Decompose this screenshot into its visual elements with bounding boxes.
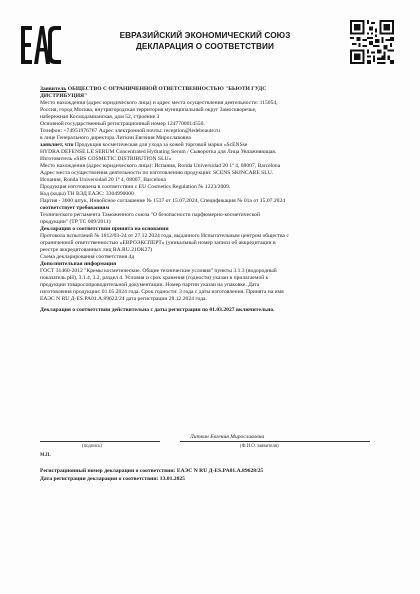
basis-label: Декларация о соответствии принята на основании — [40, 226, 169, 232]
manufacturer-address-1: Место нахождения (адрес юридического лица): Испания, Ronda Universidad 20 1ª 4, 08007, Barcelona — [40, 163, 281, 169]
address-line-1: Место нахождения (адрес юридического лица) и адрес места осуществления деятельности: 115054, — [40, 100, 278, 106]
validity-line: Декларация о соответствии действительна с даты регистрации по 01.03.2027 включительно. — [40, 307, 275, 313]
document-header — [20, 20, 400, 82]
address-line-3: набережная Космодамианская, дом 52, строение 3 — [40, 114, 160, 120]
scheme-line: Схема декларирования соответствия 4д — [40, 254, 135, 260]
stamp-label: М.П. — [40, 453, 51, 458]
fio-caption: (Ф.И.О. заявителя) — [240, 444, 279, 449]
signature-line — [40, 441, 160, 442]
union-title-line2: ДЕКЛАРАЦИЯ О СООТВЕТСТВИИ — [136, 42, 274, 51]
representative-line: в лице Генерального директора Литкин Евгения Мирославовна — [40, 135, 191, 141]
product-line-1: заявляет, что Продукция косметическая для ухода за кожей торговой марки «ScENSse — [40, 142, 248, 148]
applicant-line: Заявитель ОБЩЕСТВО С ОГРАНИЧЕННОЙ ОТВЕТСТВЕННОСТЬЮ "БЬЮТИ ГУДС — [40, 86, 267, 92]
declaration-body — [40, 86, 386, 314]
qr-code-icon — [350, 20, 394, 64]
signer-name: Литкин Евгения Мирославовна — [190, 434, 265, 440]
manufacturer-address-2: Адрес места осуществления деятельности по изготовлению продукции: SCENS SKINCARE SLU. — [40, 170, 274, 176]
registration-number: Регистрационный номер декларации о соответствии: ЕАЭС N RU Д-ES.PA01.А.89628/25 — [40, 468, 264, 474]
protocol-line-1: Протокола испытаний № 1812/03-24 от 27.12.2024 года, выданного Испытательным центром общества с — [40, 233, 289, 239]
additional-line-2: показатель pH), 3.1.4, 3.2, раздел 4. Условия и срок хранения (годности) указан в прилагаемой к — [40, 275, 269, 281]
registration-date: Дата регистрации декларации о соответствии: 13.01.2025 — [40, 476, 185, 482]
regulation-ref-2: продукции" (ТР ТС 009/2011) — [40, 219, 111, 225]
manufacturer-line: Изготовитель «SBS COSMETIC DISTRIBUTION SLU» — [40, 156, 172, 162]
additional-line-5: ЕАЭС N RU Д-ES.PA01.А.89622/24 дата регистрации 28.12.2024 года. — [40, 296, 207, 302]
regulation-line: Продукция изготовлена в соответствии с EU Cosmetics Regulation № 1223/2009. — [40, 184, 231, 190]
address-line-2: Россия, город Москва, внутригородская территория муниципальный округ Замоскворечье, — [40, 107, 257, 113]
additional-info-label: Дополнительная информация — [40, 261, 117, 267]
conformity-label: соответствует требованиям — [40, 205, 110, 211]
eac-logo-icon — [21, 24, 61, 66]
union-title — [90, 30, 320, 52]
union-title-line1: ЕВРАЗИЙСКИЙ ЭКОНОМИЧЕСКИЙ СОЮЗ — [119, 31, 291, 40]
applicant-name-cont: ДИСТРИБУЦИЯ" — [40, 93, 88, 99]
additional-line-1: ГОСТ 31460-2012 "Кремы косметические. Общие технические условия" пункты 3.1.3 (водородный — [40, 268, 277, 274]
product-line-2: HYDRA DEFENSE LE SERUM Concentrated Hydrating Serum / Сыворотка для Лица Увлажняющая. — [40, 149, 277, 155]
signature-block — [40, 432, 386, 492]
batch-line: Партия - 3000 штук, Инвойсное соглашение № 1537 от 15.07.2024, Спецификация № 01а от 15.07.2024 — [40, 198, 286, 204]
contact-line: Телефон: +74951976767 Адрес электронной почты: reception@ledebeaute.ru — [40, 128, 220, 134]
eac-logo — [20, 22, 62, 68]
fio-line — [180, 441, 370, 442]
signature-caption: (подпись) — [82, 444, 102, 449]
hs-code-line: Код (коды) ТН ВЭД ЕАЭС: 3304990000 — [40, 191, 134, 197]
ogrn-line: Основной государственный регистрационный номер 1247700014550. — [40, 121, 205, 127]
manufacturer-address-3: Испания, Ronda Universidad 20 1ª 4, 08007, Barcelona — [40, 177, 166, 183]
regulation-ref-1: Технического регламента Таможенного союза "О безопасности парфюмерно-косметической — [40, 212, 260, 218]
protocol-line-3: реестре аккредитованных лиц RA.RU.21ОК27) — [40, 247, 153, 253]
additional-line-3: продукции товаросопроводительной документации. Номер партии указан на упаковке. Дата — [40, 282, 260, 288]
additional-line-4: изготовления продукции: 01.05.2024 года. Срок годности: 3 года с даты изготовления. Принята на имя — [40, 289, 284, 295]
protocol-line-2: ограниченной ответственностью «ЕВРОЭКСПЕРТ» (уникальный номер записи об аккредитации в — [40, 240, 276, 246]
